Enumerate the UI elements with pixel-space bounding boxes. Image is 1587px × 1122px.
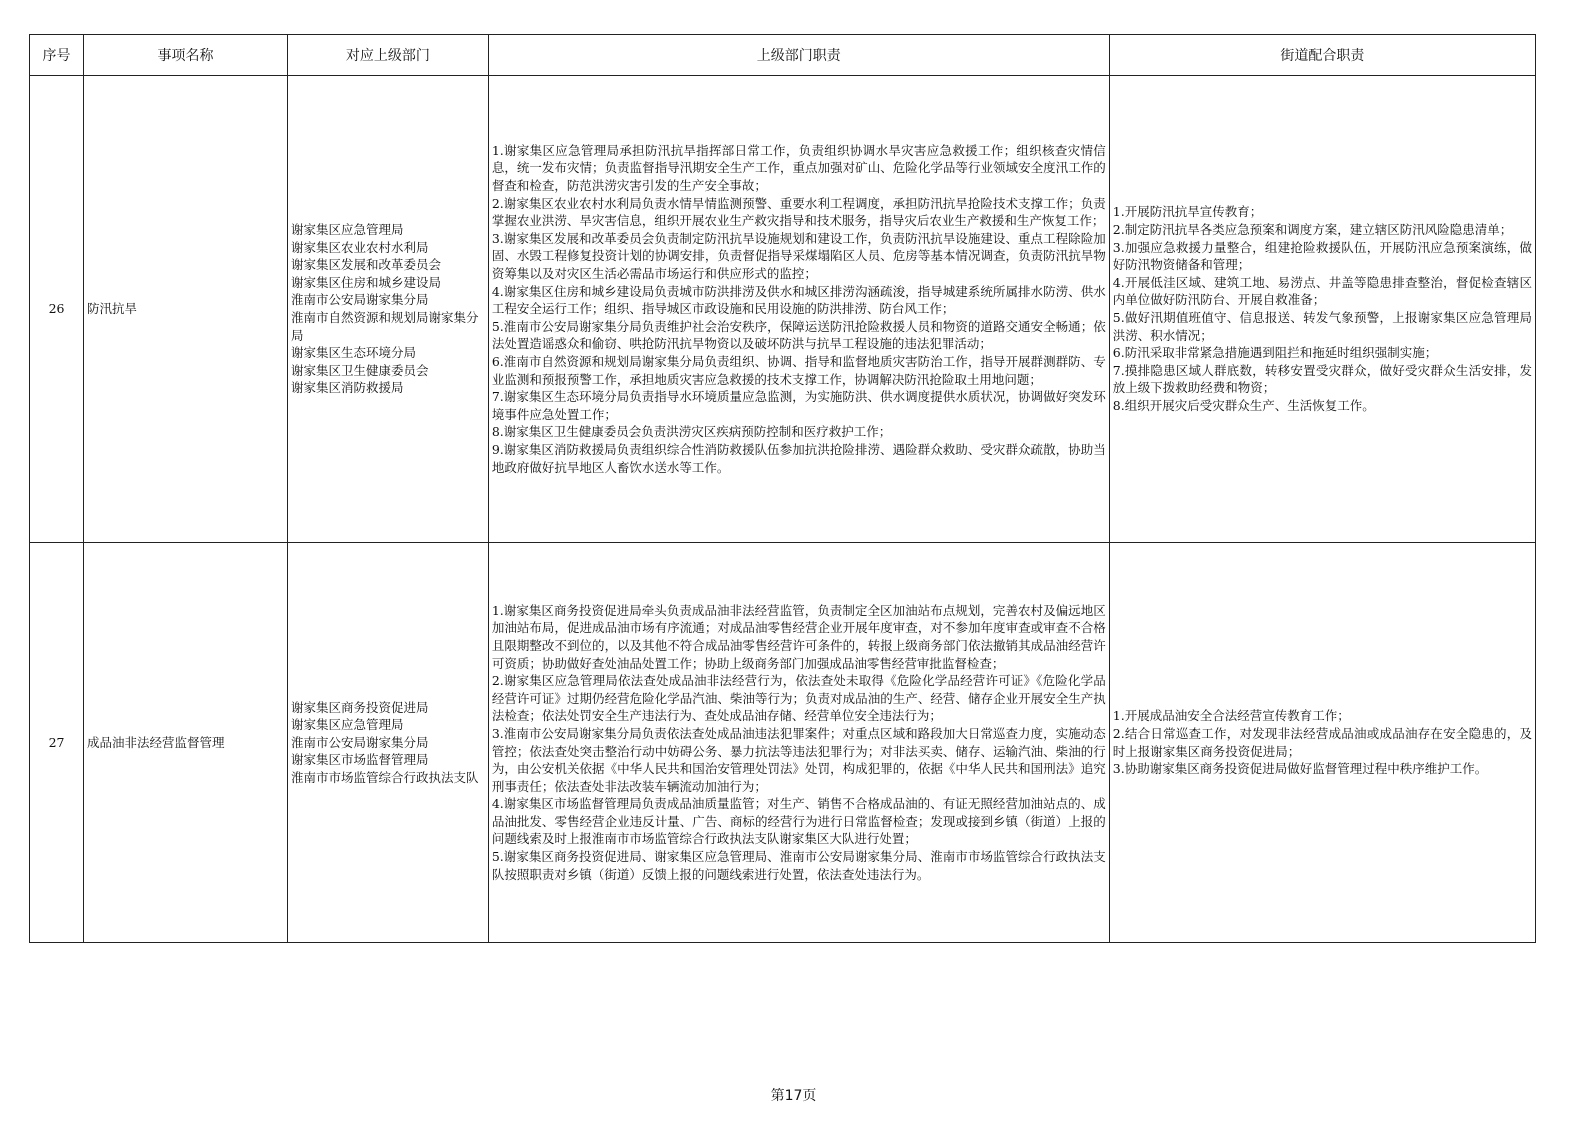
street-duty-item: 1.开展防汛抗旱宣传教育； xyxy=(1112,204,1263,220)
street-duty-item: 7.摸排隐患区域人群底数，转移安置受灾群众，做好受灾群众生活安排，发放上级下拨救助经费和物资； xyxy=(1112,362,1532,396)
duty-item: 4.谢家集区住房和城乡建设局负责城市防洪排涝及供水和城区排涝沟涵疏浚，指导城建系统所属排水防涝、供水工程安全运行工作；组织、指导城区市政设施和民用设施的防洪排涝、防台风工作； xyxy=(491,283,1106,317)
dept-line: 谢家集区应急管理局 xyxy=(290,717,404,733)
dept-line: 谢家集区市场监督管理局 xyxy=(290,752,429,768)
dept-line: 谢家集区发展和改革委员会 xyxy=(290,257,441,273)
header-duty: 上级部门职责 xyxy=(488,35,1109,76)
row-street-duties xyxy=(1109,543,1535,943)
street-duty-item: 2.制定防汛抗旱各类应急预案和调度方案，建立辖区防汛风险隐患清单； xyxy=(1112,222,1513,238)
row-superior-duties xyxy=(488,543,1109,943)
row-street-duties xyxy=(1109,76,1535,543)
row-seq: 26 xyxy=(30,76,84,543)
dept-line: 淮南市自然资源和规划局谢家集分局 xyxy=(290,310,479,343)
duty-item: 3.谢家集区发展和改革委员会负责制定防汛抗旱设施规划和建设工作，负责防汛抗旱设施建设、重点工程除险加固、水毁工程修复投资计划的协调安排，负责督促指导采煤塌陷区人员、危房等基本情况调查，负责防汛抗旱物资筹集以及对灾区生活必需品市场运行和供应形式的监控； xyxy=(491,230,1106,282)
duty-item: 2.谢家集区应急管理局依法查处成品油非法经营行为，依法查处未取得《危险化学品经营许可证》《危险化学品经营许可证》过期仍经营危险化学品汽油、柴油等行为；负责对成品油的生产、经营、储存企业开展安全生产执法检查；依法处罚安全生产违法行为、查处成品油存储、经营单位安全违法行为； xyxy=(491,673,1106,724)
street-duty-item: 6.防汛采取非常紧急措施遇到阻拦和拖延时组织强制实施； xyxy=(1112,345,1438,361)
dept-line: 谢家集区农业农村水利局 xyxy=(290,239,429,255)
street-duty-item: 8.组织开展灾后受灾群众生产、生活恢复工作。 xyxy=(1112,397,1375,413)
duty-item: 5.谢家集区商务投资促进局、谢家集区应急管理局、淮南市公安局谢家集分局、淮南市市场监管综合行政执法支队按照职责对乡镇（街道）反馈上报的问题线索进行处置，依法查处违法行为。 xyxy=(491,849,1106,882)
duty-item: 7.谢家集区生态环境分局负责指导水环境质量应急监测，为实施防洪、供水调度提供水质状况，协调做好突发环境事件应急处置工作； xyxy=(491,389,1106,422)
street-duty-item: 3.加强应急救援力量整合，组建抢险救援队伍，开展防汛应急预案演练，做好防汛物资储备和管理； xyxy=(1112,239,1532,273)
page-number: 第17页 xyxy=(770,1088,817,1104)
duty-item: 1.谢家集区应急管理局承担防汛抗旱指挥部日常工作，负责组织协调水旱灾害应急救援工作；组织核查灾情信息，统一发布灾情；负责监督指导汛期安全生产工作，重点加强对矿山、危险化学品等行业领域安全度汛工作的督查和检查，防范洪涝灾害引发的生产安全事故； xyxy=(491,142,1106,194)
row-item-name: 成品油非法经营监督管理 xyxy=(84,543,288,943)
street-duty-item: 2.结合日常巡查工作，对发现非法经营成品油或成品油存在安全隐患的，及时上报谢家集区商务投资促进局； xyxy=(1112,725,1532,759)
dept-line: 谢家集区卫生健康委员会 xyxy=(290,362,429,378)
dept-line: 谢家集区商务投资促进局 xyxy=(290,699,429,715)
dept-line: 淮南市市场监管综合行政执法支队 xyxy=(290,769,479,785)
row-seq: 27 xyxy=(30,543,84,943)
header-seq: 序号 xyxy=(30,35,84,76)
header-dept: 对应上级部门 xyxy=(287,35,488,76)
street-duty-item: 5.做好汛期值班值守、信息报送、转发气象预警，上报谢家集区应急管理局洪涝、积水情况； xyxy=(1112,310,1532,343)
duty-item: 2.谢家集区农业农村水利局负责水情旱情监测预警、重要水利工程调度，承担防汛抗旱抢险技术支撑工作；负责掌握农业洪涝、旱灾害信息，组织开展农业生产救灾指导和技术服务，指导灾后农业生产救援和生产恢复工作； xyxy=(491,195,1106,229)
dept-line: 谢家集区住房和城乡建设局 xyxy=(290,274,441,290)
duty-item: 4.谢家集区市场监督管理局负责成品油质量监管；对生产、销售不合格成品油的、有证无照经营加油站点的、成品油批发、零售经营企业违反计量、广告、商标的经营行为进行日常监督检查；发现或接到乡镇（街道）上报的问题线索及时上报淮南市市场监管综合行政执法支队谢家集区大队进行处置； xyxy=(491,796,1106,847)
responsibility-table xyxy=(29,34,1536,943)
duty-item: 3.淮南市公安局谢家集分局负责依法查处成品油违法犯罪案件；对重点区域和路段加大日常巡查力度，实施动态管控；依法查处突击整治行动中妨碍公务、暴力抗法等违法犯罪行为；对非法买卖、储存、运输汽油、柴油的行为，由公安机关依据《中华人民共和国治安管理处罚法》处罚，构成犯罪的，依据《中华人民共和国刑法》追究刑事责任；依法查处非法改装车辆流动加油行为； xyxy=(491,725,1106,794)
duty-item: 6.淮南市自然资源和规划局谢家集分局负责组织、协调、指导和监督地质灾害防治工作，指导开展群测群防、专业监测和预报预警工作，承担地质灾害应急救援的技术支撑工作，协调解决防汛抢险取土用地问题； xyxy=(491,353,1106,387)
dept-line: 谢家集区生态环境分局 xyxy=(290,345,416,361)
duty-item: 8.谢家集区卫生健康委员会负责洪涝灾区疾病预防控制和医疗救护工作； xyxy=(491,424,892,440)
row-superior-duties xyxy=(488,76,1109,543)
row-departments xyxy=(287,543,488,943)
duty-item: 9.谢家集区消防救援局负责组织综合性消防救援队伍参加抗洪抢险排涝、遇险群众救助、受灾群众疏散，协助当地政府做好抗旱地区人畜饮水送水等工作。 xyxy=(491,441,1106,475)
row-departments xyxy=(287,76,488,543)
street-duty-item: 4.开展低洼区域、建筑工地、易涝点、井盖等隐患排查整治，督促检查辖区内单位做好防汛防台、开展自救准备； xyxy=(1112,274,1532,308)
duty-item: 5.淮南市公安局谢家集分局负责维护社会治安秩序，保障运送防汛抢险救援人员和物资的道路交通安全畅通；依法处置造谣惑众和偷窃、哄抢防汛抗旱物资以及破坏防洪与抗旱工程设施的违法犯罪活动； xyxy=(491,318,1106,352)
table-row xyxy=(30,76,1536,543)
row-item-name: 防汛抗旱 xyxy=(84,76,288,543)
dept-line: 谢家集区消防救援局 xyxy=(290,380,404,396)
street-duty-item: 1.开展成品油安全合法经营宣传教育工作； xyxy=(1112,708,1350,724)
header-street: 街道配合职责 xyxy=(1109,35,1535,76)
dept-line: 淮南市公安局谢家集分局 xyxy=(290,734,429,750)
dept-line: 淮南市公安局谢家集分局 xyxy=(290,292,429,308)
table-header-row xyxy=(30,35,1536,76)
duty-item: 1.谢家集区商务投资促进局牵头负责成品油非法经营监管，负责制定全区加油站布点规划，完善农村及偏远地区加油站布局，促进成品油市场有序流通；对成品油零售经营企业开展年度审查，对不参加年度审查或审查不合格且限期整改不到位的，以及其他不符合成品油零售经营许可条件的，转报上级商务部门依法撤销其成品油经营许可资质；协助做好查处油品处置工作；协助上级商务部门加强成品油零售经营审批监督检查； xyxy=(491,602,1106,671)
header-name: 事项名称 xyxy=(84,35,288,76)
dept-line: 谢家集区应急管理局 xyxy=(290,222,404,238)
street-duty-item: 3.协助谢家集区商务投资促进局做好监督管理过程中秩序维护工作。 xyxy=(1112,761,1488,777)
table-row xyxy=(30,543,1536,943)
